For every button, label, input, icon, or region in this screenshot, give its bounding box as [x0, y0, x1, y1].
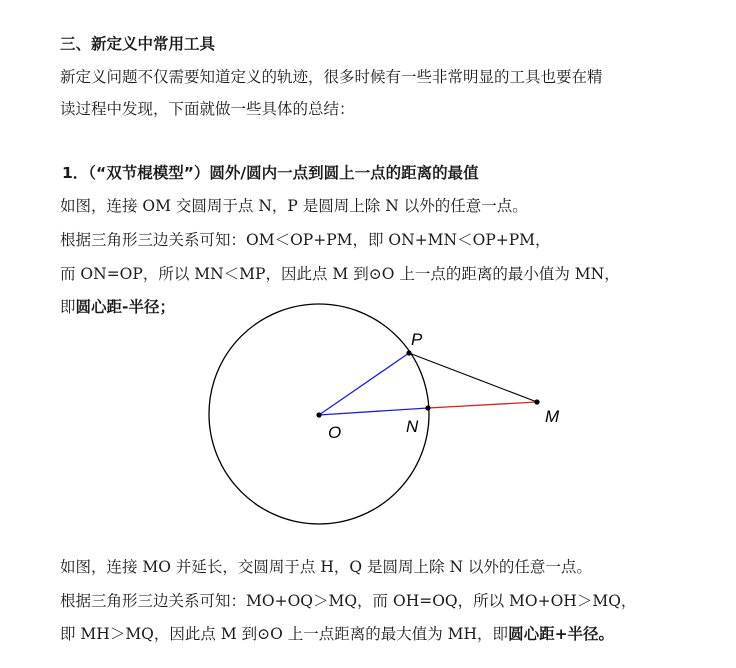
- intro-line-1: 新定义问题不仅需要知道定义的轨迹，很多时候有一些非常明显的工具也要在精: [60, 68, 603, 86]
- point-m: [534, 399, 539, 404]
- point-n: [425, 405, 430, 410]
- paragraph-4-prefix: 即: [60, 298, 76, 316]
- point-p: [406, 350, 411, 355]
- paragraph-7-emphasis: 圆心距+半径。: [508, 625, 615, 643]
- paragraph-7-prefix: 即 MH＞MQ，因此点 M 到⊙O 上一点距离的最大值为 MH，即: [60, 625, 509, 643]
- paragraph-4-emphasis: 圆心距-半径；: [75, 298, 175, 316]
- segment-on: [319, 408, 428, 415]
- label-n: N: [406, 417, 419, 436]
- intro-line-2: 读过程中发现，下面就做一些具体的总结：: [60, 100, 355, 118]
- segment-op: [319, 353, 409, 415]
- segment-pm: [409, 353, 537, 402]
- segment-nm: [428, 402, 537, 408]
- paragraph-7: [60, 624, 614, 644]
- label-p: P: [411, 330, 423, 349]
- paragraph-1: 如图，连接 OM 交圆周于点 N，P 是圆周上除 N 以外的任意一点。: [60, 197, 528, 215]
- paragraph-5: 如图，连接 MO 并延长，交圆周于点 H，Q 是圆周上除 N 以外的任意一点。: [60, 558, 592, 576]
- subsection-title: 1．（“双节棍模型”）圆外/圆内一点到圆上一点的距离的最值: [62, 164, 479, 182]
- label-o: O: [328, 423, 342, 442]
- section-title: 三、新定义中常用工具: [60, 35, 216, 53]
- paragraph-3: 而 ON=OP，所以 MN＜MP，因此点 M 到⊙O 上一点的距离的最小值为 MN，: [60, 265, 620, 283]
- point-o: [316, 412, 321, 417]
- label-m: M: [545, 407, 560, 426]
- paragraph-2: 根据三角形三边关系可知：OM＜OP+PM，即 ON+MN＜OP+PM，: [60, 231, 551, 249]
- paragraph-6: 根据三角形三边关系可知：MO+OQ＞MQ，而 OH=OQ，所以 MO+OH＞MQ，: [60, 592, 637, 610]
